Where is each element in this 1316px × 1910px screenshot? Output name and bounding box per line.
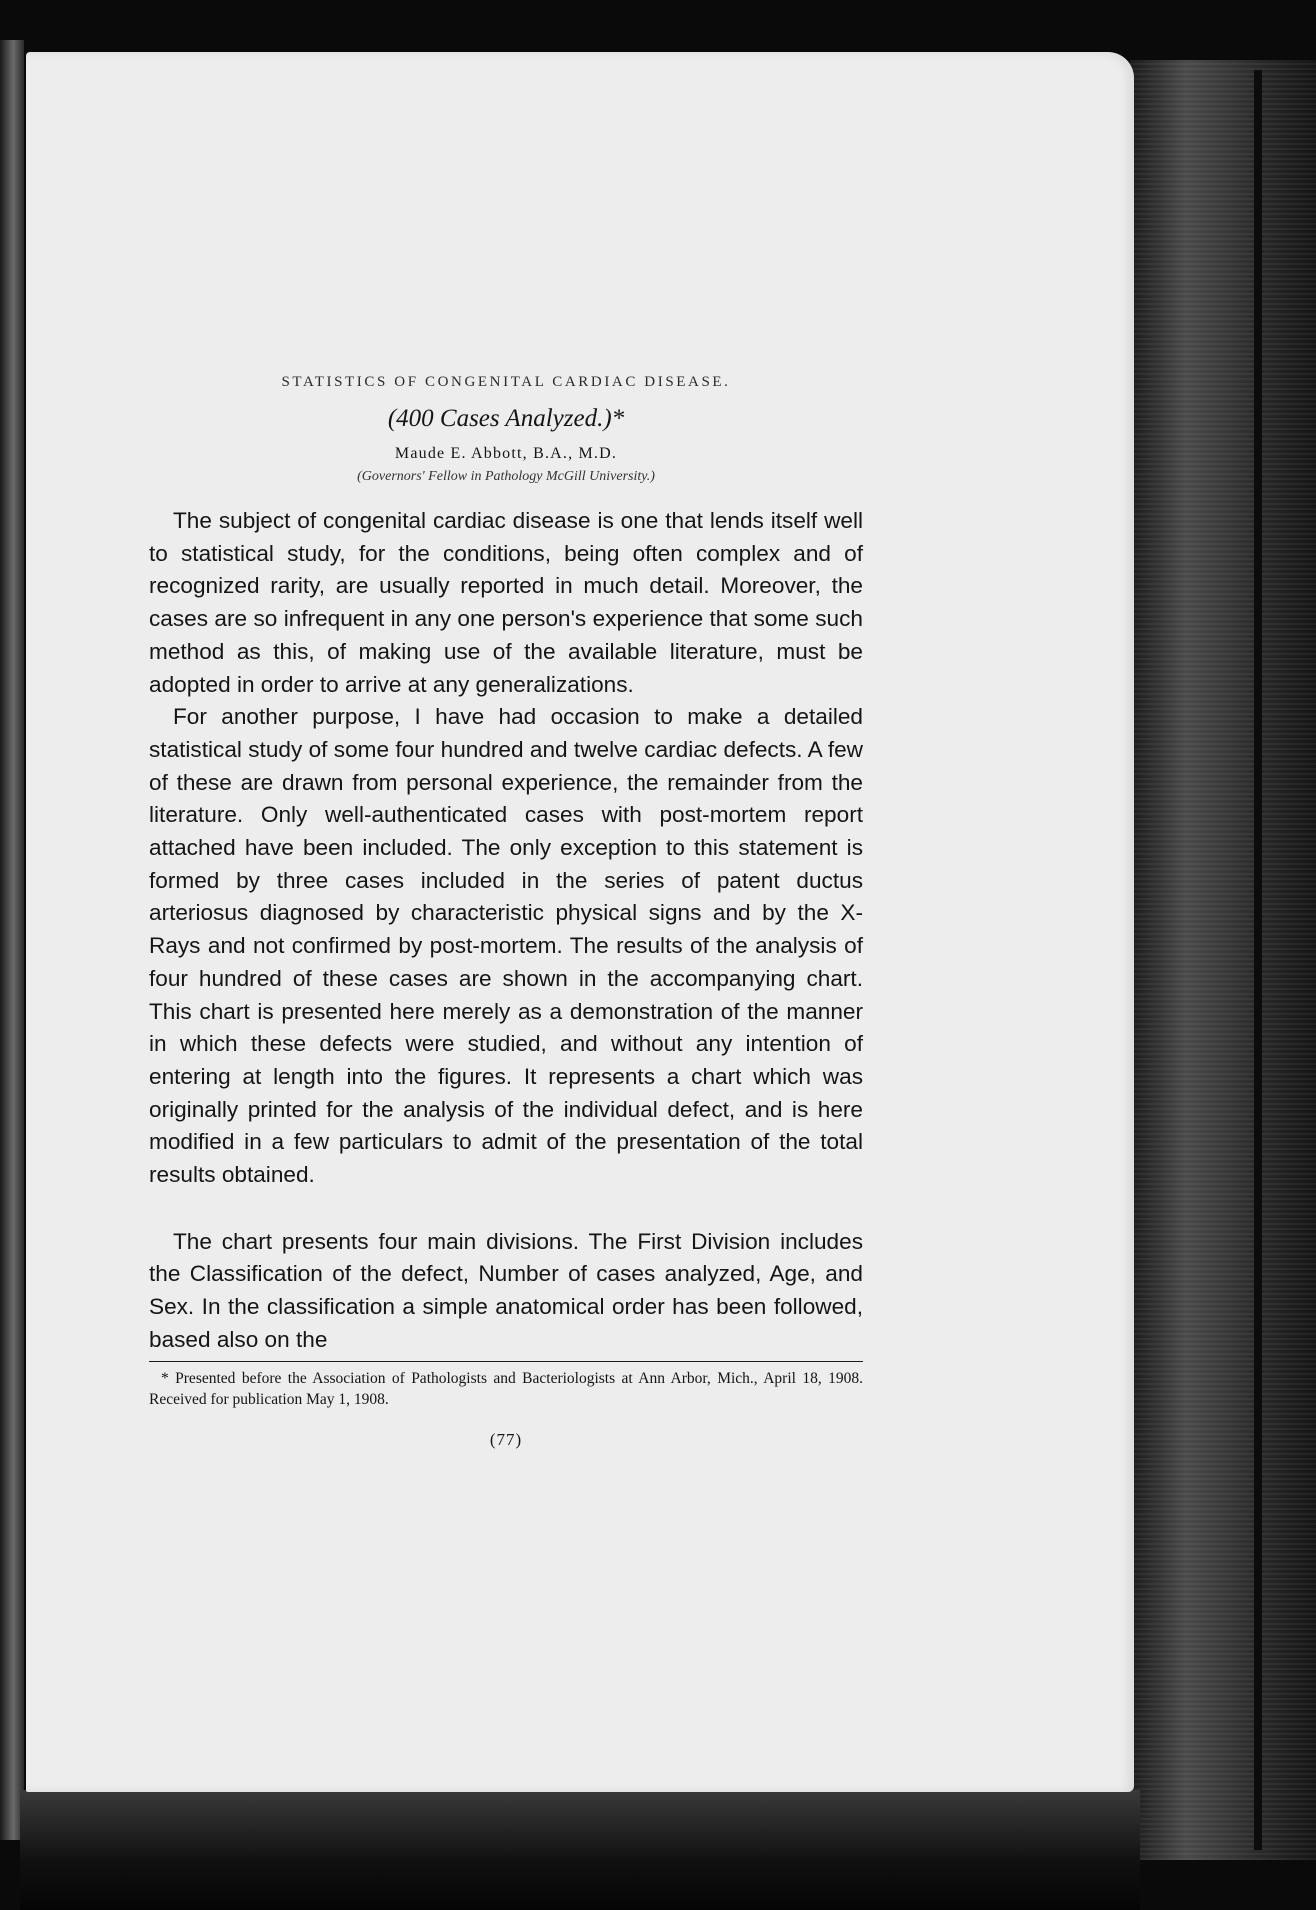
page-number: (77) [489,1429,523,1449]
article-author: Maude E. Abbott, B.A., M.D. [394,445,618,462]
article-subtitle: (400 Cases Analyzed.)* [387,405,625,432]
scan-bottom-shadow [20,1790,1140,1910]
book-binding [1130,60,1316,1860]
article-heading: STATISTICS OF CONGENITAL CARDIAC DISEASE. [281,374,731,390]
scan-left-edge [0,40,24,1840]
page-content [149,374,863,1450]
footnote-rule [149,1361,863,1362]
paragraph-1: The subject of congenital cardiac disease is one that lends itself well to statistical study, for the conditions, being often complex and of recognized rarity, are usually reported in much detail. Moreover, the cases are so infrequent in any one person's experience that some such method as this, of making use of the available literature, must be adopted in order to arrive at any generalizations. [149,508,863,697]
paragraph-2: For another purpose, I have had occasion to make a detailed statistical study of some four hundred and twelve cardiac defects. A few of these are drawn from personal experience, the remainder from the literature. Only well-authenticated cases with post-mortem report attached have been included. The only exception to this statement is formed by three cases included in the series of patent ductus arteriosus diagnosed by characteristic physical signs and by the X-Rays and not confirmed by post-mortem. The results of the analysis of four hundred of these cases are shown in the accompanying chart. This chart is presented here merely as a demonstration of the manner in which these defects were studied, and without any intention of entering at length into the figures. It represents a chart which was originally printed for the analysis of the individual defect, and is here modified in a few particulars to admit of the presentation of the total results obtained. [149,704,863,1188]
author-affiliation: (Governors' Fellow in Pathology McGill University.) [357,469,655,484]
paragraph-gap [149,1192,863,1226]
footnote: * Presented before the Association of Pathologists and Bacteriologists at Ann Arbor, Mich., April 18, 1908. Received for publication May 1, 1908. [149,1369,863,1408]
binding-edge [1254,70,1262,1850]
book-page [26,52,1134,1792]
paragraph-3: The chart presents four main divisions. The First Division includes the Classification of the defect, Number of cases analyzed, Age, and Sex. In the classification a simple anatomical order has been followed, based also on the [149,1228,863,1352]
